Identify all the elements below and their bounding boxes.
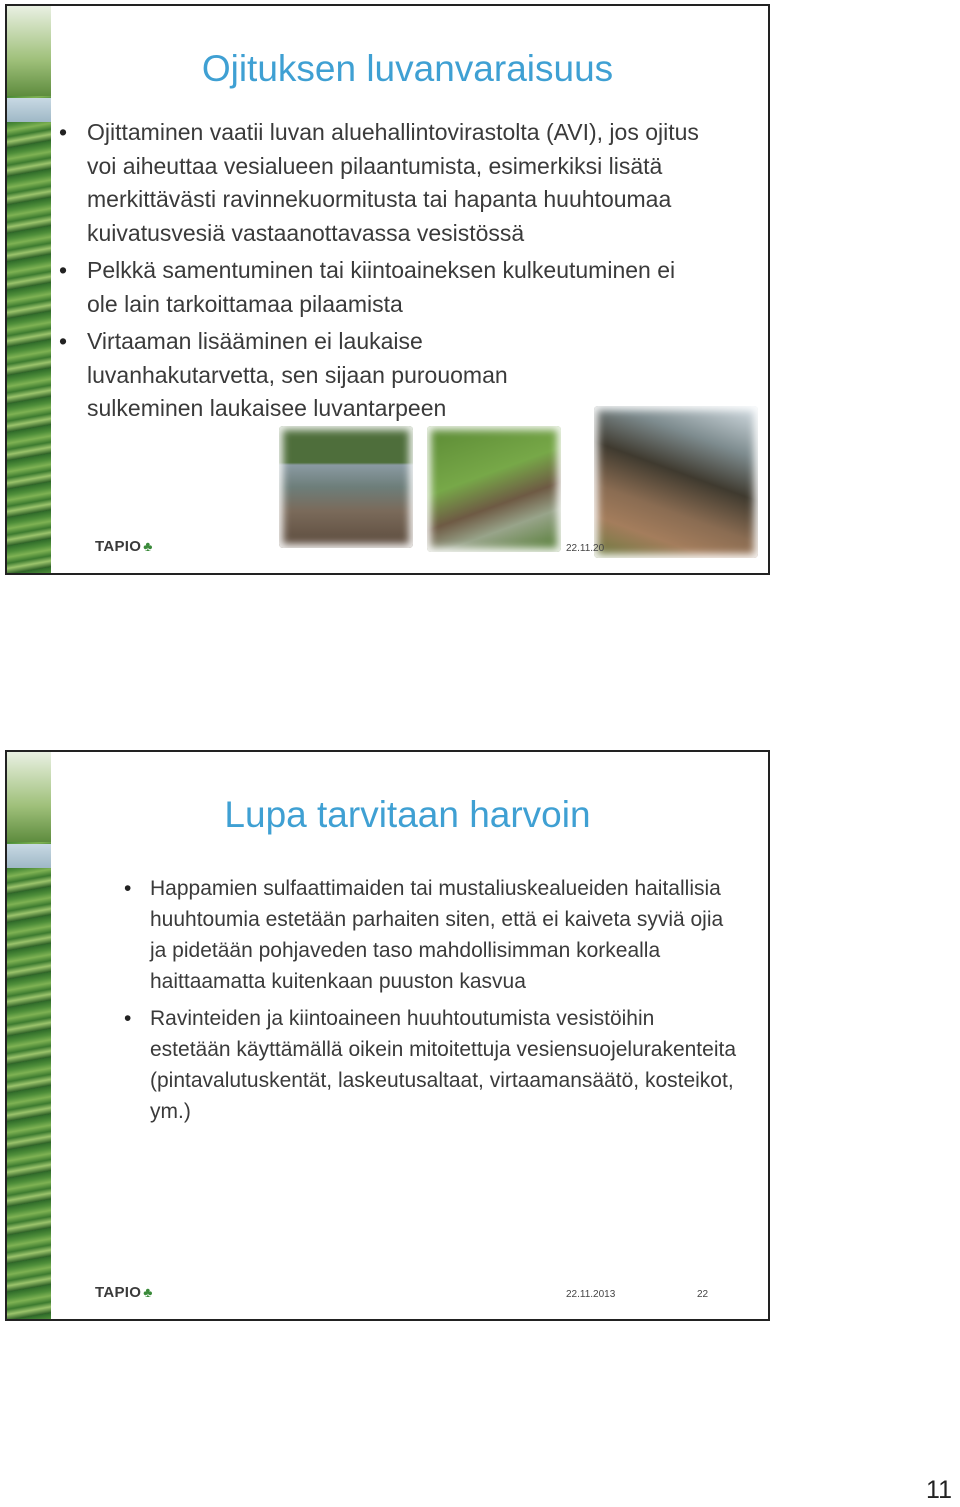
slide-ojituksen-luvanvaraisuus bbox=[5, 4, 770, 575]
slide-lupa-tarvitaan-harvoin bbox=[5, 750, 770, 1321]
bullet-list bbox=[87, 116, 707, 430]
tapio-logo: TAPIO ♣ bbox=[95, 1284, 153, 1301]
spruce-tree-icon: ♣ bbox=[143, 1284, 153, 1300]
forest-side-strip bbox=[7, 752, 51, 1319]
bullet-item: • Ojittaminen vaatii luvan aluehallintovirastolta (AVI), jos ojitus voi aiheuttaa vesialueen pilaantumista, esimerkiksi lisätä merkittävästi ravinnekuormitusta tai hapanta huuhtoumaa kuivatusvesiä vastaanottavassa vesistössä bbox=[87, 116, 707, 250]
spruce-tree-icon: ♣ bbox=[143, 538, 153, 554]
photo-lake-rocks bbox=[279, 426, 413, 548]
bullet-item: • Ravinteiden ja kiintoaineen huuhtoutumista vesistöihin estetään käyttämällä oikein mitoitettuja vesiensuojelurakenteita (pintavalutuskentät, laskeutusaltaat, virtaamansäätö, kosteikot, ym.) bbox=[150, 1003, 740, 1127]
bullet-item: • Happamien sulfaattimaiden tai mustaliuskealueiden haitallisia huuhtoumia estetään parhaiten siten, että ei kaiveta syviä ojia ja pidetään pohjaveden taso mahdollisimman korkealla haittaamatta kuitenkaan puuston kasvua bbox=[150, 873, 740, 997]
footer-date: 22.11.20 bbox=[566, 543, 605, 554]
footer-date: 22.11.2013 bbox=[566, 1289, 616, 1300]
bullet-item: • Virtaaman lisääminen ei laukaise luvanhakutarvetta, sen sijaan purouoman sulkeminen laukaisee luvantarpeen bbox=[87, 325, 577, 426]
bullet-list bbox=[150, 873, 740, 1133]
slide-title: Lupa tarvitaan harvoin bbox=[224, 794, 591, 835]
tapio-logo: TAPIO ♣ bbox=[95, 538, 153, 555]
slide-title: Ojituksen luvanvaraisuus bbox=[201, 48, 614, 89]
slide-number: 22 bbox=[697, 1289, 709, 1300]
page-number: 11 bbox=[926, 1476, 952, 1504]
bullet-item: • Pelkkä samentuminen tai kiintoaineksen kulkeutuminen ei ole lain tarkoittamaa pilaamista bbox=[87, 254, 707, 321]
forest-side-strip bbox=[7, 6, 51, 573]
photo-forest-ditch bbox=[427, 426, 561, 552]
photo-stream-water bbox=[594, 406, 758, 558]
